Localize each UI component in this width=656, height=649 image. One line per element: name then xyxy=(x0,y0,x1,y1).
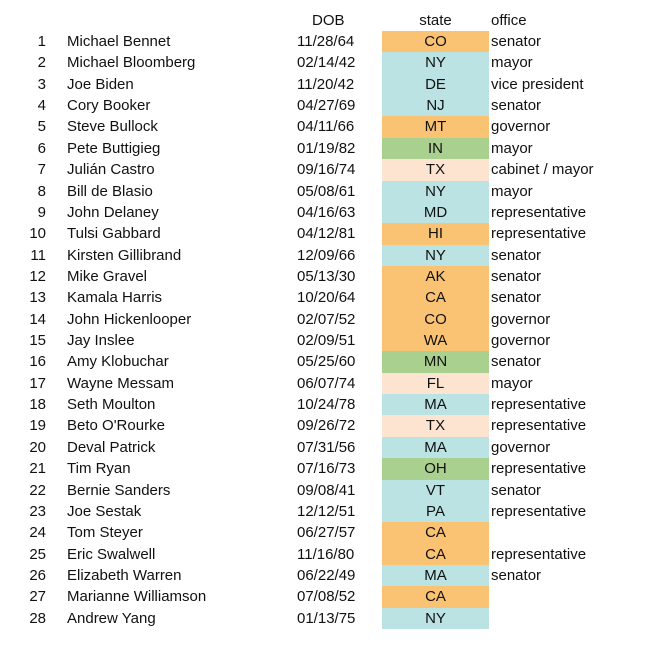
candidate-name: Marianne Williamson xyxy=(67,588,207,606)
row-number: 5 xyxy=(37,118,46,136)
candidate-name: Joe Biden xyxy=(67,75,134,93)
office-cell: representative xyxy=(491,545,587,563)
row-number: 12 xyxy=(29,267,46,285)
candidate-name: Amy Klobuchar xyxy=(67,353,169,371)
date-of-birth: 11/16/80 xyxy=(297,545,355,563)
date-of-birth: 10/20/64 xyxy=(297,289,356,307)
state-cell: MN xyxy=(382,351,489,372)
row-number: 17 xyxy=(29,374,46,392)
row-number: 7 xyxy=(37,161,46,179)
state-cell: VT xyxy=(382,480,489,501)
row-number: 18 xyxy=(29,396,46,414)
candidate-name: Pete Buttigieg xyxy=(67,139,161,157)
candidate-name: Beto O'Rourke xyxy=(67,417,165,435)
candidate-name: Seth Moulton xyxy=(67,396,156,414)
row-number: 16 xyxy=(29,353,46,371)
office-cell: representative xyxy=(491,225,587,243)
state-cell: CA xyxy=(382,586,489,607)
office-cell: governor xyxy=(491,310,551,328)
date-of-birth: 02/09/51 xyxy=(297,332,356,350)
date-of-birth: 10/24/78 xyxy=(297,396,356,414)
state-cell: CA xyxy=(382,544,489,565)
table-row xyxy=(0,287,656,308)
candidate-name: Deval Patrick xyxy=(67,438,156,456)
row-number: 26 xyxy=(29,566,46,584)
date-of-birth: 12/12/51 xyxy=(297,502,356,520)
row-number: 13 xyxy=(29,289,46,307)
table-row xyxy=(0,223,656,244)
row-number: 14 xyxy=(29,310,46,328)
state-cell: OH xyxy=(382,458,489,479)
office-cell: representative xyxy=(491,460,587,478)
state-cell: NY xyxy=(382,245,489,266)
office-cell: senator xyxy=(491,267,542,285)
candidate-name: Bernie Sanders xyxy=(67,481,171,499)
state-cell: MA xyxy=(382,437,489,458)
header-state: state xyxy=(419,12,452,29)
office-cell: mayor xyxy=(491,182,533,200)
date-of-birth: 01/13/75 xyxy=(297,609,356,627)
date-of-birth: 04/12/81 xyxy=(297,225,356,243)
table-row xyxy=(0,522,656,543)
candidate-name: John Delaney xyxy=(67,203,159,221)
candidate-name: Elizabeth Warren xyxy=(67,566,182,584)
row-number: 27 xyxy=(29,588,46,606)
row-number: 10 xyxy=(29,225,46,243)
date-of-birth: 09/16/74 xyxy=(297,161,356,179)
state-cell: MT xyxy=(382,116,489,137)
table-row xyxy=(0,501,656,522)
office-cell: representative xyxy=(491,502,587,520)
table-row xyxy=(0,95,656,116)
row-number: 15 xyxy=(29,332,46,350)
office-cell: senator xyxy=(491,33,542,50)
candidate-name: Wayne Messam xyxy=(67,374,174,392)
header-dob: DOB xyxy=(312,12,345,29)
row-number: 19 xyxy=(29,417,46,435)
state-cell: TX xyxy=(382,159,489,180)
table-row xyxy=(0,415,656,436)
row-number: 21 xyxy=(29,460,46,478)
date-of-birth: 07/08/52 xyxy=(297,588,356,606)
office-cell: vice president xyxy=(491,75,584,93)
office-cell: mayor xyxy=(491,139,533,157)
candidate-name: Joe Sestak xyxy=(67,502,142,520)
table-row xyxy=(0,138,656,159)
row-number: 20 xyxy=(29,438,46,456)
candidate-name: Tim Ryan xyxy=(67,460,131,478)
candidate-name: Julián Castro xyxy=(67,161,155,179)
state-cell: FL xyxy=(382,373,489,394)
row-number: 28 xyxy=(29,609,46,627)
candidate-name: Kamala Harris xyxy=(67,289,163,307)
date-of-birth: 09/08/41 xyxy=(297,481,356,499)
office-cell: mayor xyxy=(491,54,533,72)
state-cell: NY xyxy=(382,181,489,202)
date-of-birth: 06/22/49 xyxy=(297,566,356,584)
state-cell: NY xyxy=(382,52,489,73)
row-number: 25 xyxy=(29,545,46,563)
office-cell: senator xyxy=(491,481,542,499)
table-row xyxy=(0,181,656,202)
row-number: 22 xyxy=(29,481,46,499)
candidate-name: Tom Steyer xyxy=(67,524,143,542)
state-cell: HI xyxy=(382,223,489,244)
office-cell: mayor xyxy=(491,374,533,392)
table-row xyxy=(0,116,656,137)
row-number: 1 xyxy=(37,33,46,50)
candidate-name: Andrew Yang xyxy=(67,609,156,627)
state-cell: DE xyxy=(382,74,489,95)
candidate-name: Mike Gravel xyxy=(67,267,148,285)
state-cell: IN xyxy=(382,138,489,159)
office-cell: governor xyxy=(491,332,551,350)
row-number: 8 xyxy=(37,182,46,200)
table-row xyxy=(0,480,656,501)
date-of-birth: 07/31/56 xyxy=(297,438,356,456)
table-row xyxy=(0,74,656,95)
office-cell: senator xyxy=(491,246,542,264)
date-of-birth: 11/28/64 xyxy=(297,33,355,50)
table-row xyxy=(0,394,656,415)
table-row xyxy=(0,245,656,266)
date-of-birth: 05/25/60 xyxy=(297,353,356,371)
office-cell: senator xyxy=(491,97,542,115)
state-cell: CA xyxy=(382,287,489,308)
state-cell: PA xyxy=(382,501,489,522)
state-cell: NJ xyxy=(382,95,489,116)
office-cell: representative xyxy=(491,417,587,435)
table-row xyxy=(0,586,656,607)
date-of-birth: 05/08/61 xyxy=(297,182,356,200)
table-row xyxy=(0,565,656,586)
candidate-name: Eric Swalwell xyxy=(67,545,156,563)
row-number: 3 xyxy=(37,75,46,93)
state-cell: CA xyxy=(382,522,489,543)
table-row xyxy=(0,266,656,287)
table-row xyxy=(0,330,656,351)
state-cell: MD xyxy=(382,202,489,223)
office-cell: senator xyxy=(491,566,542,584)
date-of-birth: 12/09/66 xyxy=(297,246,356,264)
date-of-birth: 04/16/63 xyxy=(297,203,356,221)
state-cell: WA xyxy=(382,330,489,351)
table-row xyxy=(0,351,656,372)
table-row xyxy=(0,309,656,330)
office-cell: senator xyxy=(491,353,542,371)
office-cell: representative xyxy=(491,396,587,414)
office-cell: cabinet / mayor xyxy=(491,161,594,179)
candidate-name: John Hickenlooper xyxy=(67,310,192,328)
state-cell: AK xyxy=(382,266,489,287)
candidate-name: Bill de Blasio xyxy=(67,182,153,200)
date-of-birth: 05/13/30 xyxy=(297,267,356,285)
row-number: 6 xyxy=(37,139,46,157)
table-row xyxy=(0,608,656,629)
row-number: 2 xyxy=(37,54,46,72)
date-of-birth: 04/11/66 xyxy=(297,118,355,136)
header-office: office xyxy=(491,12,527,29)
table-row xyxy=(0,31,656,52)
candidate-table xyxy=(0,31,656,629)
row-number: 9 xyxy=(37,203,46,221)
date-of-birth: 01/19/82 xyxy=(297,139,356,157)
date-of-birth: 11/20/42 xyxy=(297,75,355,93)
row-number: 11 xyxy=(30,246,46,264)
state-cell: NY xyxy=(382,608,489,629)
table-row xyxy=(0,52,656,73)
state-cell: MA xyxy=(382,565,489,586)
row-number: 23 xyxy=(29,502,46,520)
table-row xyxy=(0,373,656,394)
office-cell: representative xyxy=(491,203,587,221)
candidate-name: Cory Booker xyxy=(67,97,151,115)
candidate-name: Jay Inslee xyxy=(67,332,135,350)
date-of-birth: 06/27/57 xyxy=(297,524,356,542)
candidate-name: Steve Bullock xyxy=(67,118,158,136)
candidate-name: Kirsten Gillibrand xyxy=(67,246,182,264)
row-number: 24 xyxy=(29,524,46,542)
table-row xyxy=(0,458,656,479)
table-row xyxy=(0,202,656,223)
state-cell: TX xyxy=(382,415,489,436)
office-cell: governor xyxy=(491,438,551,456)
state-cell: MA xyxy=(382,394,489,415)
candidate-name: Tulsi Gabbard xyxy=(67,225,161,243)
state-cell: CO xyxy=(382,309,489,330)
table-row xyxy=(0,159,656,180)
table-row xyxy=(0,544,656,565)
office-cell: senator xyxy=(491,289,542,307)
date-of-birth: 09/26/72 xyxy=(297,417,356,435)
row-number: 4 xyxy=(37,97,46,115)
candidate-name: Michael Bloomberg xyxy=(67,54,196,72)
date-of-birth: 06/07/74 xyxy=(297,374,356,392)
office-cell: governor xyxy=(491,118,551,136)
table-row xyxy=(0,437,656,458)
date-of-birth: 02/14/42 xyxy=(297,54,356,72)
date-of-birth: 02/07/52 xyxy=(297,310,356,328)
state-cell: CO xyxy=(382,31,489,52)
candidate-name: Michael Bennet xyxy=(67,33,171,50)
date-of-birth: 04/27/69 xyxy=(297,97,356,115)
date-of-birth: 07/16/73 xyxy=(297,460,356,478)
